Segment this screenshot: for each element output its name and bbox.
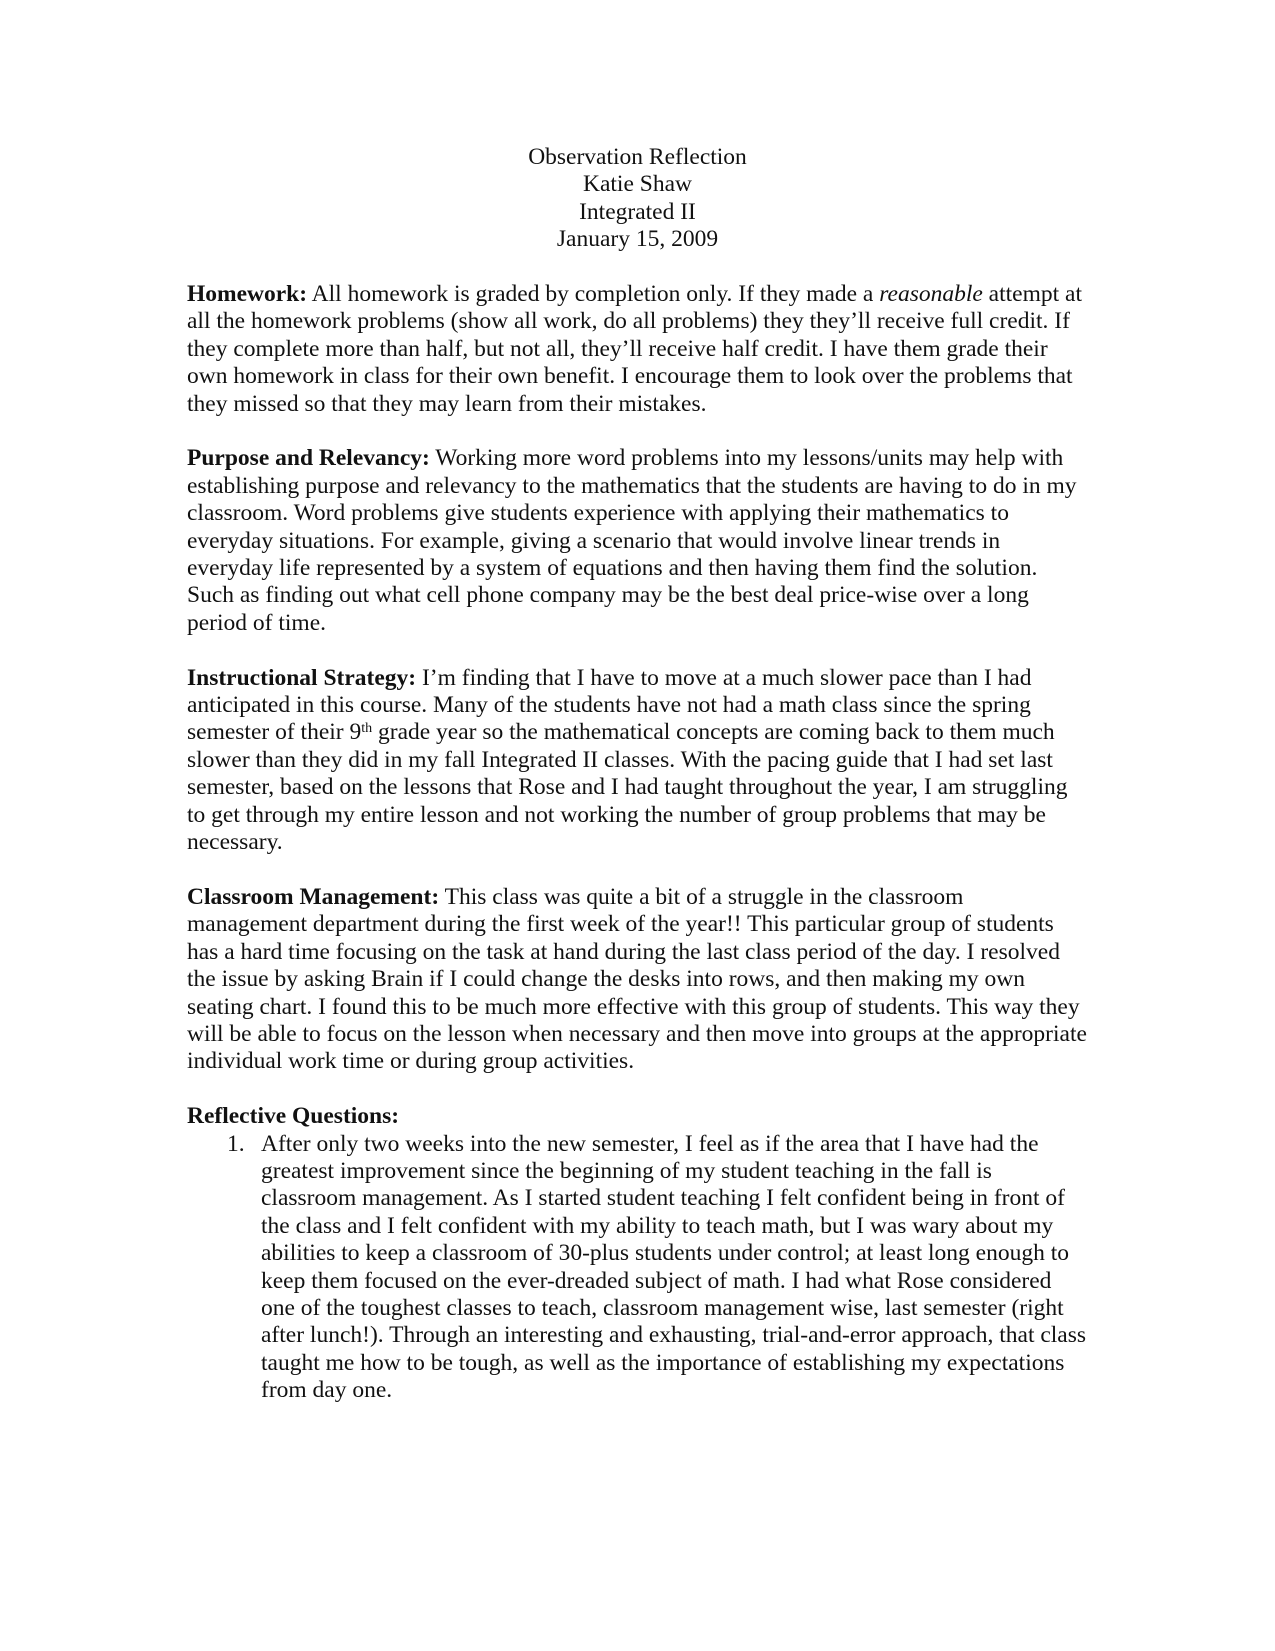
- author-name: Katie Shaw: [583, 171, 692, 198]
- instructional-section: [187, 665, 1087, 857]
- list-item-number: 1.: [227, 1130, 245, 1157]
- instructional-paragraph: [187, 665, 1087, 857]
- document-body: [187, 281, 1087, 1432]
- purpose-text: Working more word problems into my lessons/units may help with establishing purpose and relevancy to the mathematics that the students are having to do in my classroom. Word problems give students experience with applying their mathematics to everyday situations. For example, giving a scenario that would involve linear trends in everyday life represented by a system of equations and then having them find the solution. Such as finding out what cell phone company may be the best deal price-wise over a long period of time.: [187, 445, 1077, 636]
- document-header: [0, 144, 1275, 254]
- homework-label: Homework:: [187, 281, 308, 307]
- instructional-label: Instructional Strategy:: [187, 664, 417, 691]
- purpose-label: Purpose and Relevancy:: [187, 445, 430, 472]
- instructional-superscript: th: [361, 720, 373, 736]
- homework-emphasis: reasonable: [879, 281, 983, 307]
- list-item: [187, 1131, 1087, 1405]
- instructional-text-after: grade year so the mathematical concepts are coming back to them much slower than they did in my fall Integrated II classes. With the pacing guide that I had set last semester, based on the lessons that Rose and I had taught throughout the year, I am struggling to get through my entire lesson and not working the number of group problems that may be necessary.: [187, 719, 1068, 856]
- classroom-label: Classroom Management:: [187, 883, 440, 910]
- purpose-section: [187, 445, 1087, 637]
- classroom-paragraph: [187, 884, 1087, 1076]
- homework-paragraph: [187, 281, 1087, 418]
- classroom-text: This class was quite a bit of a struggle in the classroom management department during the first week of the year!! This particular group of students has a hard time focusing on the task at hand during the last class period of the day. I resolved the issue by asking Brain if I could change the desks into rows, and then making my own seating chart. I found this to be much more effective with this group of students. This way they will be able to focus on the lesson when necessary and then move into groups at the appropriate individual work time or during group activities.: [187, 883, 1087, 1075]
- homework-text-after: attempt at all the homework problems (show all work, do all problems) they they’ll receive full credit. If they complete more than half, but not all, they’ll receive half credit. I have them grade their own homework in class for their own benefit. I encourage them to look over the problems that they missed so that they may learn from their mistakes.: [187, 281, 1082, 417]
- reflective-heading: Reflective Questions:: [187, 1103, 400, 1130]
- reflective-list: [187, 1131, 1087, 1405]
- homework-text-before: All homework is graded by completion only. If they made a: [307, 281, 880, 307]
- document-title: Observation Reflection: [528, 144, 747, 170]
- course-name: Integrated II: [579, 198, 696, 225]
- list-item-text: After only two weeks into the new semester, I feel as if the area that I have had the greatest improvement since the beginning of my student teaching in the fall is classroom management. As I started student teaching I felt confident being in front of the class and I felt confident with my ability to teach math, but I was wary about my abilities to keep a classroom of 30-plus students under control; at least long enough to keep them focused on the ever-dreaded subject of math. I had what Rose considered one of the toughest classes to teach, classroom management wise, last semester (right after lunch!). Through an interesting and exhausting, trial-and-error approach, that class taught me how to be tough, as well as the importance of establishing my expectations from day one.: [261, 1130, 1087, 1404]
- reflective-section: [187, 1103, 1087, 1404]
- classroom-section: [187, 884, 1087, 1076]
- document-date: January 15, 2009: [556, 226, 719, 253]
- purpose-paragraph: [187, 445, 1087, 637]
- instructional-text-before: I’m finding that I have to move at a much slower pace than I had anticipated in this course. Many of the students have not had a math class since the spring semester of their 9: [187, 664, 1032, 746]
- homework-section: [187, 281, 1087, 418]
